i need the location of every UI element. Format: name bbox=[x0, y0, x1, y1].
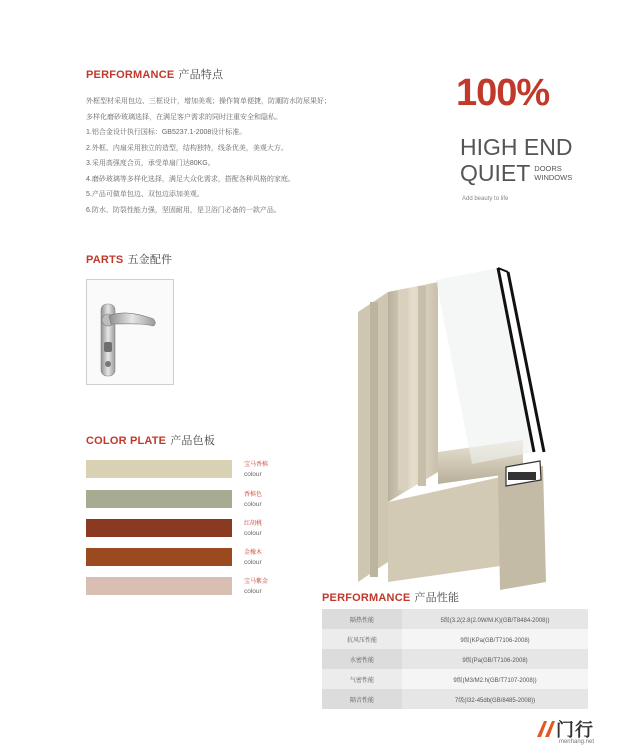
swatch-name: 红胡桃 bbox=[244, 521, 263, 527]
door-handle-icon bbox=[87, 280, 173, 384]
brand-windows: WINDOWS bbox=[534, 172, 573, 182]
swatch-name: 宝马香槟 bbox=[244, 462, 269, 468]
spec-label: 抗风压性能 bbox=[322, 629, 402, 649]
color-swatch bbox=[86, 548, 232, 566]
brand-tagline: Add beauty to life bbox=[462, 196, 509, 202]
table-row bbox=[322, 649, 588, 669]
performance-line: 5.产品可做单包边、双包边添加美观。 bbox=[86, 191, 204, 198]
performance-line: 1.铝合金设计执行国标：GB5237.1-2008设计标准。 bbox=[86, 129, 247, 136]
swatch-name: 宝马紫金 bbox=[244, 579, 269, 585]
performance-line: 外框型材采用包边、三框设计，增加美观；操作简单便捷，防潮防水防尿果好； bbox=[86, 98, 331, 105]
color-swatch bbox=[86, 490, 232, 508]
spec-value: 7级(Ⅰ32-45db(GB/8485-2008)) bbox=[402, 689, 588, 709]
color-plate-title-cn: 产品色板 bbox=[170, 435, 216, 447]
window-profile-image bbox=[348, 262, 556, 592]
swatch-colour: colour bbox=[244, 559, 262, 566]
brand-doors-windows bbox=[534, 165, 572, 182]
spec-value: 9级(M3/M2.h(GB/T7107-2008)) bbox=[402, 669, 588, 689]
swatch-colour: colour bbox=[244, 501, 262, 508]
spec-title-cn: 产品性能 bbox=[414, 592, 460, 604]
door-handle-image bbox=[86, 279, 174, 385]
spec-value: 5级(3.2(2.8(2.0W/M.K)(GB/T8484-2008)) bbox=[402, 609, 588, 629]
color-swatch-label bbox=[244, 578, 268, 596]
brand-high-end: HIGH END bbox=[460, 134, 573, 160]
parts-heading bbox=[86, 251, 172, 267]
watermark-text: 门行 bbox=[556, 720, 594, 740]
table-row bbox=[322, 669, 588, 689]
color-swatch-label bbox=[244, 461, 268, 479]
spec-label: 隔音性能 bbox=[322, 689, 402, 709]
performance-description bbox=[86, 94, 386, 218]
brand-doors: DOORS bbox=[534, 164, 562, 173]
performance-line: 6.防水、防裂性能力强，坚固耐用，是卫浴门必备的一款产品。 bbox=[86, 206, 281, 214]
swatch-colour: colour bbox=[244, 471, 262, 478]
parts-title-cn: 五金配件 bbox=[127, 254, 173, 266]
color-swatch bbox=[86, 519, 232, 537]
swatch-colour: colour bbox=[244, 588, 262, 595]
performance-line: 2.外框、内扇采用独立的造型，结构独特，线条优美，美观大方。 bbox=[86, 144, 288, 152]
performance-line: 4.磨砂玻璃等多样化选择，满足大众化需求，搭配各种风格的家庭。 bbox=[86, 175, 295, 183]
color-swatch-label bbox=[244, 549, 262, 567]
spec-heading bbox=[322, 589, 459, 605]
spec-value: 9级(KPa(GB/T7106-2008) bbox=[402, 629, 588, 649]
performance-line: 3.采用高强度合页，承受单扇门达80KG。 bbox=[86, 160, 215, 167]
watermark-mark-icon bbox=[536, 720, 556, 738]
table-row bbox=[322, 609, 588, 629]
color-swatch bbox=[86, 577, 232, 595]
spec-title-en: PERFORMANCE bbox=[322, 592, 411, 604]
color-swatch bbox=[86, 460, 232, 478]
watermark-sub: menhang.net bbox=[558, 739, 594, 745]
swatch-name: 金橡木 bbox=[244, 550, 263, 556]
spec-table bbox=[322, 609, 588, 709]
spec-value: 9级(Pa(GB/T7106-2008) bbox=[402, 649, 588, 669]
brand-quiet: QUIET bbox=[460, 160, 531, 186]
spec-label: 气密性能 bbox=[322, 669, 402, 689]
color-swatch-label bbox=[244, 520, 262, 538]
performance-title-cn: 产品特点 bbox=[178, 69, 224, 81]
performance-line: 多样化磨砂玻璃选择，在满足客户需求的同时注重安全和隐私。 bbox=[86, 113, 282, 121]
color-plate-title-en: COLOR PLATE bbox=[86, 435, 167, 447]
swatch-colour: colour bbox=[244, 530, 262, 537]
table-row bbox=[322, 629, 588, 649]
brand-quiet-row bbox=[460, 160, 572, 190]
color-plate-heading bbox=[86, 432, 215, 448]
spec-label: 隔热性能 bbox=[322, 609, 402, 629]
brand-percent: 100% bbox=[456, 72, 550, 114]
watermark-logo bbox=[536, 716, 594, 745]
performance-title-en: PERFORMANCE bbox=[86, 69, 175, 81]
swatch-name: 香槟色 bbox=[244, 492, 263, 498]
performance-heading bbox=[86, 66, 223, 82]
table-row bbox=[322, 689, 588, 709]
spec-label: 水密性能 bbox=[322, 649, 402, 669]
color-swatch-label bbox=[244, 491, 262, 509]
parts-title-en: PARTS bbox=[86, 254, 124, 266]
